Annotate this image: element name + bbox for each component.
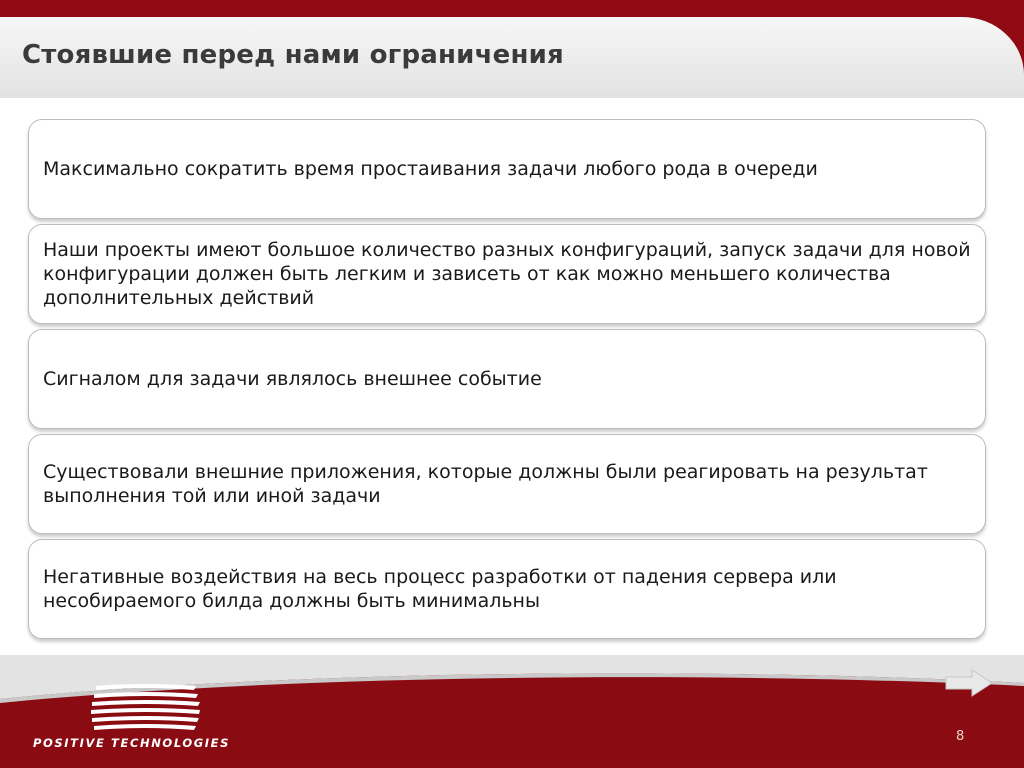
constraint-box-2 [28, 224, 986, 324]
constraint-text-3: Сигналом для задачи являлось внешнее событие [43, 368, 542, 390]
logo-wordmark: POSITIVE TECHNOLOGIES [33, 736, 230, 750]
constraint-text-5: Негативные воздействия на весь процесс разработки от падения сервера или несобираемого билда должны быть минимальны [43, 566, 837, 612]
constraint-box-3 [28, 329, 986, 429]
right-arrow-icon[interactable] [944, 668, 994, 698]
constraint-box-4 [28, 434, 986, 534]
constraint-text-1: Максимально сократить время простаивания задачи любого рода в очереди [43, 158, 818, 180]
slide-title: Стоявшие перед нами ограничения [22, 40, 564, 70]
constraint-box-5 [28, 539, 986, 639]
constraint-box-1 [28, 119, 986, 219]
constraint-text-2: Наши проекты имеют большое количество разных конфигураций, запуск задачи для новой конфигурации должен быть легким и зависеть от как можно меньшего количества дополнительных действий [43, 239, 971, 309]
page-number: 8 [956, 729, 965, 744]
constraint-text-4: Существовали внешние приложения, которые должны были реагировать на результат выполнения той или иной задачи [43, 461, 928, 507]
